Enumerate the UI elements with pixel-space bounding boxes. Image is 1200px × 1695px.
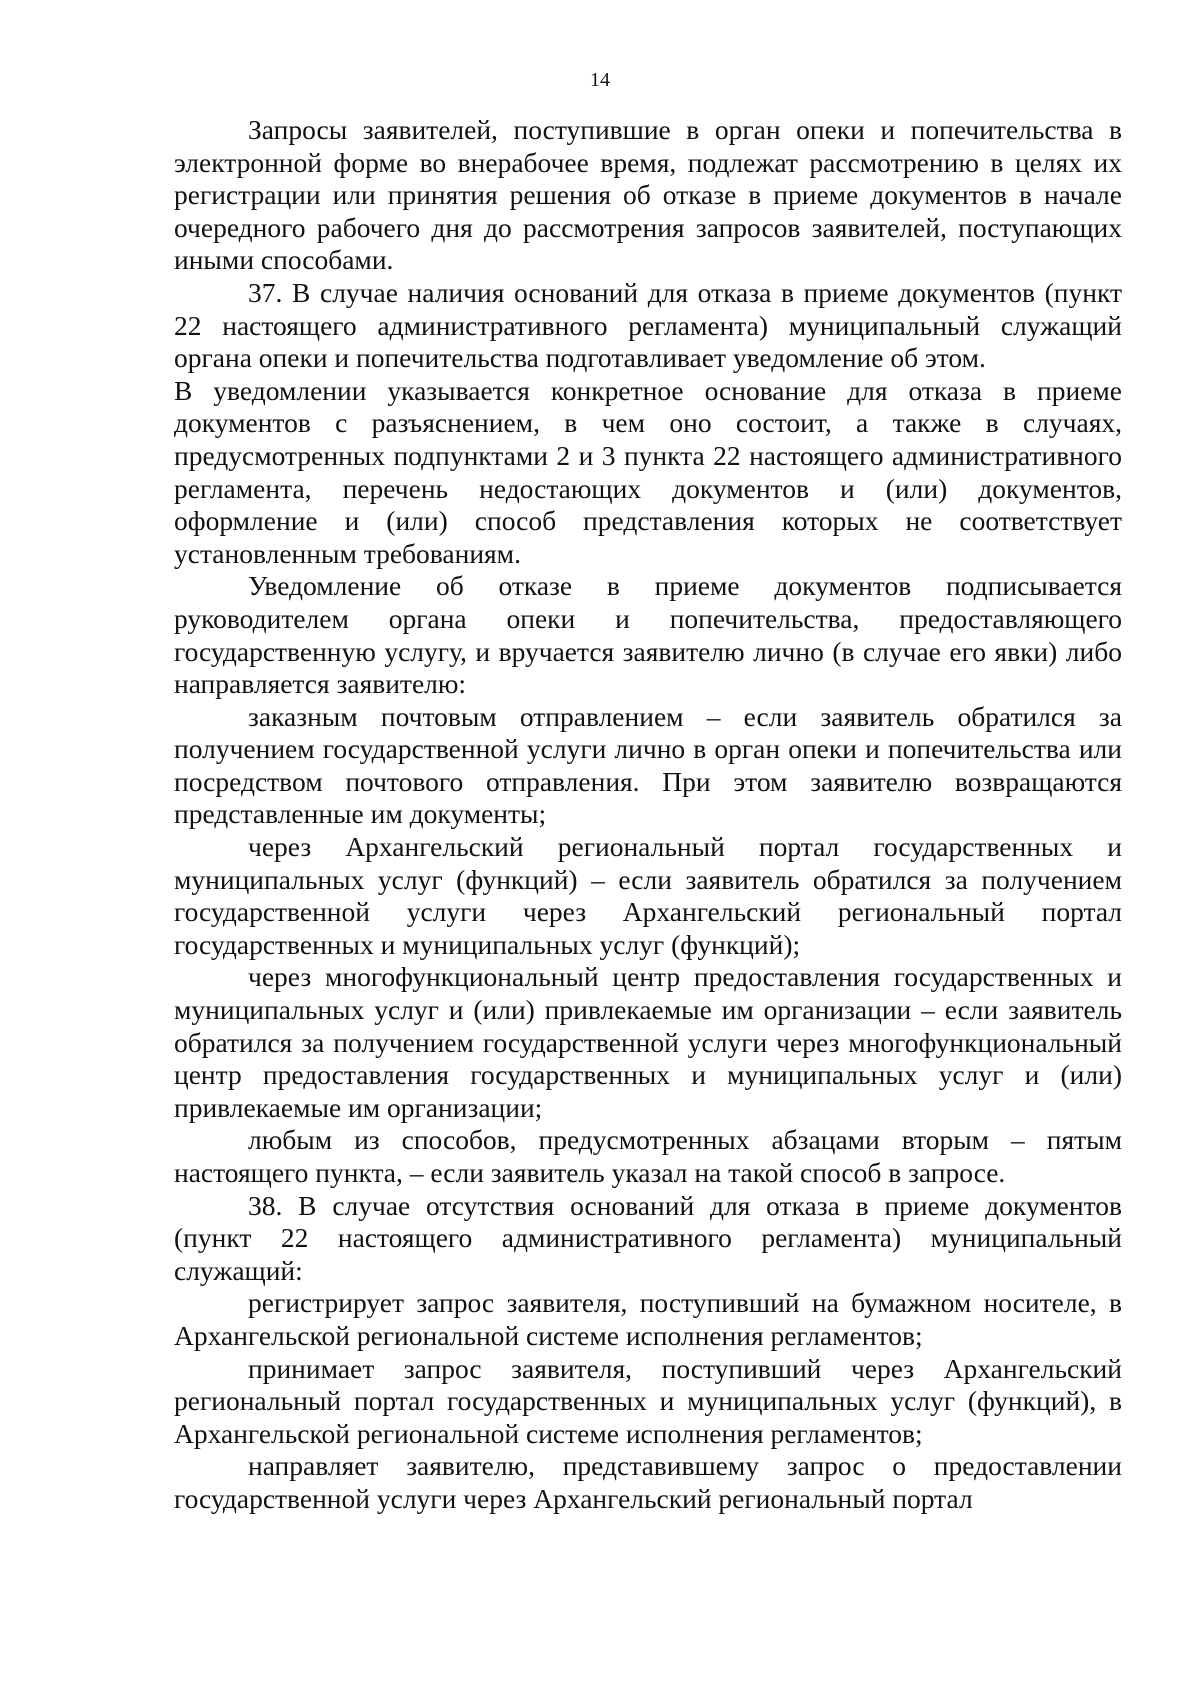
paragraph-item-37: 37. В случае наличия оснований для отказа в приеме документов (пункт 22 настоящего административного регламента) муниципальный служащий органа опеки и попечительства подготавливает уведомление об этом. xyxy=(174,276,1122,374)
paragraph-accepts-portal-request: принимает запрос заявителя, поступивший через Архангельский региональный портал государственных и муниципальных услуг (функций), в Архангельской региональной системе исполнения регламентов; xyxy=(174,1352,1122,1449)
paragraph-registers-paper-request: регистрирует запрос заявителя, поступивший на бумажном носителе, в Архангельской региональной системе исполнения регламентов; xyxy=(174,1287,1122,1351)
paragraph-registered-mail: заказным почтовым отправлением – если заявитель обратился за получением государственной услуги лично в орган опеки и попечительства или посредством почтового отправления. При этом заявителю возвращаются представленные им документы; xyxy=(174,700,1122,830)
paragraph-regional-portal: через Архангельский региональный портал государственных и муниципальных услуг (функций) – если заявитель обратился за получением государственной услуги через Архангельский региональный портал государственных и муниципальных услуг (функций); xyxy=(174,831,1122,960)
page-number: 14 xyxy=(590,69,610,91)
paragraph-requests-after-hours: Запросы заявителей, поступившие в орган опеки и попечительства в электронной форме во внерабочее время, подлежат рассмотрению в целях их регистрации или принятия решения об отказе в приеме документов в начале очередного рабочего дня до рассмотрения запросов заявителей, поступающих иными способами. xyxy=(174,114,1122,276)
document-body xyxy=(174,114,1122,1516)
paragraph-sends-to-applicant: направляет заявителю, представившему запрос о предоставлении государственной услуги через Архангельский региональный портал xyxy=(174,1450,1122,1514)
paragraph-mfc: через многофункциональный центр предоставления государственных и муниципальных услуг и (или) привлекаемые им организации – если заявитель обратился за получением государственной услуги через многофункциональный центр предоставления государственных и муниципальных услуг и (или) привлекаемые им организации; xyxy=(174,961,1122,1123)
paragraph-notice-content: В уведомлении указывается конкретное основание для отказа в приеме документов с разъяснением, в чем оно состоит, а также в случаях, предусмотренных подпунктами 2 и 3 пункта 22 настоящего административного регламента, перечень недостающих документов и (или) документов, оформление и (или) способ представления которых не соответствует установленным требованиям. xyxy=(174,374,1122,569)
paragraph-item-38: 38. В случае отсутствия оснований для отказа в приеме документов (пункт 22 настоящего административного регламента) муниципальный служащий: xyxy=(174,1189,1122,1286)
paragraph-any-method: любым из способов, предусмотренных абзацами вторым – пятым настоящего пункта, – если заявитель указал на такой способ в запросе. xyxy=(174,1124,1122,1188)
paragraph-notice-signing: Уведомление об отказе в приеме документов подписывается руководителем органа опеки и попечительства, предоставляющего государственную услугу, и вручается заявителю лично (в случае его явки) либо направляется заявителю: xyxy=(174,570,1122,700)
